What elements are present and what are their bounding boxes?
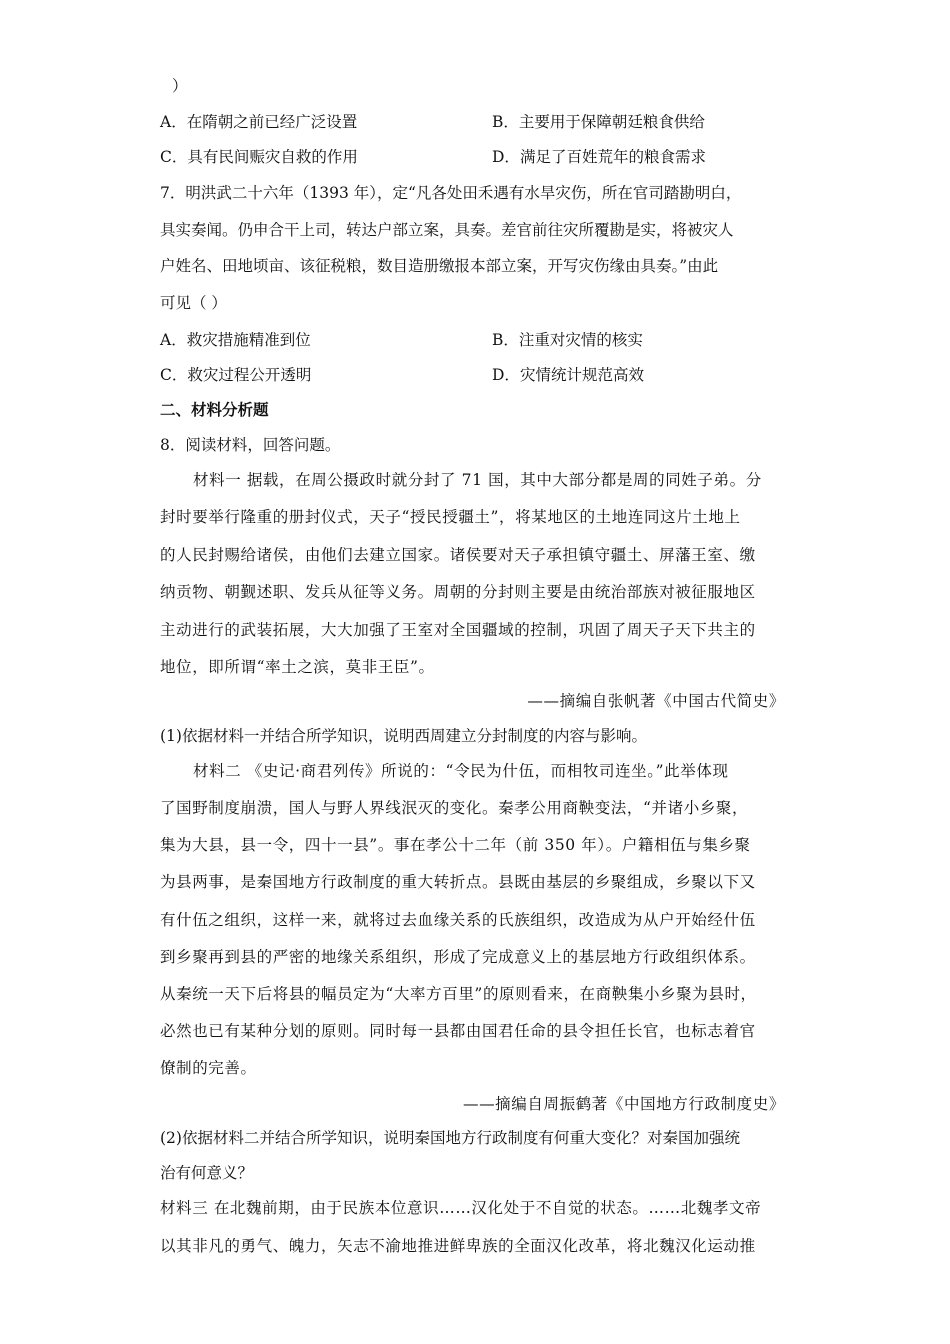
option-letter: D． xyxy=(492,366,520,384)
option-letter: C． xyxy=(160,148,188,166)
q7-option-d[interactable] xyxy=(492,365,644,385)
material2-source: ——摘编自周振鹤著《中国地方行政制度史》 xyxy=(462,1095,785,1113)
section-title: 二、材料分析题 xyxy=(160,400,269,419)
material2-line: 到乡聚再到县的严密的地缘关系组织，形成了完成意义上的基层地方行政组织体系。 xyxy=(160,948,756,966)
q6-option-c[interactable] xyxy=(160,147,358,167)
material3-line: 材料三 在北魏前期，由于民族本位意识……汉化处于不自觉的状态。……北魏孝文帝 xyxy=(160,1199,762,1217)
q6-option-b[interactable] xyxy=(492,112,705,132)
option-letter: B． xyxy=(492,113,519,131)
material1-line: 纳贡物、朝觐述职、发兵从征等义务。周朝的分封则主要是由统治部族对被征服地区 xyxy=(160,583,756,601)
q7-stem-line: 7．明洪武二十六年（1393 年），定“凡各处田禾遇有水旱灾伤，所在官司踏勘明白， xyxy=(160,184,742,202)
material2-line: 僚制的完善。 xyxy=(160,1059,257,1077)
option-letter: A． xyxy=(160,113,187,131)
option-text: 救灾措施精准到位 xyxy=(186,331,311,349)
q7-option-c[interactable] xyxy=(160,365,311,385)
q6-tail: ） xyxy=(172,77,188,95)
option-text: 主要用于保障朝廷粮食供给 xyxy=(518,113,705,131)
material1-line: 的人民封赐给诸侯，由他们去建立国家。诸侯要对天子承担镇守疆土、屏藩王室、缴 xyxy=(160,546,756,564)
q6-option-a[interactable] xyxy=(160,112,357,132)
option-text: 救灾过程公开透明 xyxy=(187,366,312,384)
q6-option-d[interactable] xyxy=(492,147,706,167)
q7-stem-line: 可见（ ） xyxy=(160,294,227,312)
material2-line: 为县两事，是秦国地方行政制度的重大转折点。县既由基层的乡聚组成，乡聚以下又 xyxy=(160,873,756,891)
q8-intro: 8．阅读材料，回答问题。 xyxy=(160,436,341,454)
material2-line: 集为大县，县一令，四十一县”。事在孝公十二年（前 350 年）。户籍相伍与集乡聚 xyxy=(160,836,751,854)
material1-source: ——摘编自张帆著《中国古代简史》 xyxy=(527,692,785,710)
material2-line: 了国野制度崩溃，国人与野人界线泯灭的变化。秦孝公用商鞅变法，“并诸小乡聚， xyxy=(160,799,749,817)
option-text: 满足了百姓荒年的粮食需求 xyxy=(519,148,706,166)
material3-line: 以其非凡的勇气、魄力，矢志不渝地推进鲜卑族的全面汉化改革，将北魏汉化运动推 xyxy=(160,1237,756,1255)
q8-question-1: (1)依据材料一并结合所学知识，说明西周建立分封制度的内容与影响。 xyxy=(160,727,647,745)
material1-line: 主动进行的武装拓展，大大加强了王室对全国疆域的控制，巩固了周天子天下共主的 xyxy=(160,621,756,639)
option-letter: A． xyxy=(160,331,187,349)
option-text: 灾情统计规范高效 xyxy=(519,366,644,384)
material1-line: 地位，即所谓“率土之滨，莫非王臣”。 xyxy=(160,658,435,676)
material2-line: 从秦统一天下后将县的幅员定为“大率方百里”的原则看来，在商鞅集小乡聚为县时， xyxy=(160,985,757,1003)
material2-line: 必然也已有某种分划的原则。同时每一县都由国君任命的县令担任长官，也标志着官 xyxy=(160,1022,756,1040)
q8-question-2: (2)依据材料二并结合所学知识，说明秦国地方行政制度有何重大变化？对秦国加强统 xyxy=(160,1129,740,1147)
q7-option-a[interactable] xyxy=(160,330,311,350)
q7-option-b[interactable] xyxy=(492,330,643,350)
q7-stem-line: 户姓名、田地顷亩、该征税粮，数目造册缴报本部立案，开写灾伤缘由具奏。”由此 xyxy=(160,257,719,275)
q7-stem-line: 具实奏闻。仍申合干上司，转达户部立案，具奏。差官前往灾所覆勘是实，将被灾人 xyxy=(160,221,734,239)
option-letter: B． xyxy=(492,331,519,349)
material1-line: 封时要举行隆重的册封仪式，天子“授民授疆土”，将某地区的土地连同这片土地上 xyxy=(160,508,741,526)
option-text: 具有民间赈灾自救的作用 xyxy=(187,148,358,166)
material1-line: 材料一 据载，在周公摄政时就分封了 71 国，其中大部分都是周的同姓子弟。分 xyxy=(193,471,762,489)
option-text: 注重对灾情的核实 xyxy=(518,331,643,349)
q8-question-2: 治有何意义？ xyxy=(160,1164,254,1182)
option-text: 在隋朝之前已经广泛设置 xyxy=(186,113,358,131)
option-letter: D． xyxy=(492,148,520,166)
material2-line: 材料二 《史记·商君列传》所说的：“令民为什伍，而相牧司连坐。”此举体现 xyxy=(193,762,729,780)
material2-line: 有什伍之组织，这样一来，就将过去血缘关系的氏族组织，改造成为从户开始经什伍 xyxy=(160,911,756,929)
option-letter: C． xyxy=(160,366,188,384)
